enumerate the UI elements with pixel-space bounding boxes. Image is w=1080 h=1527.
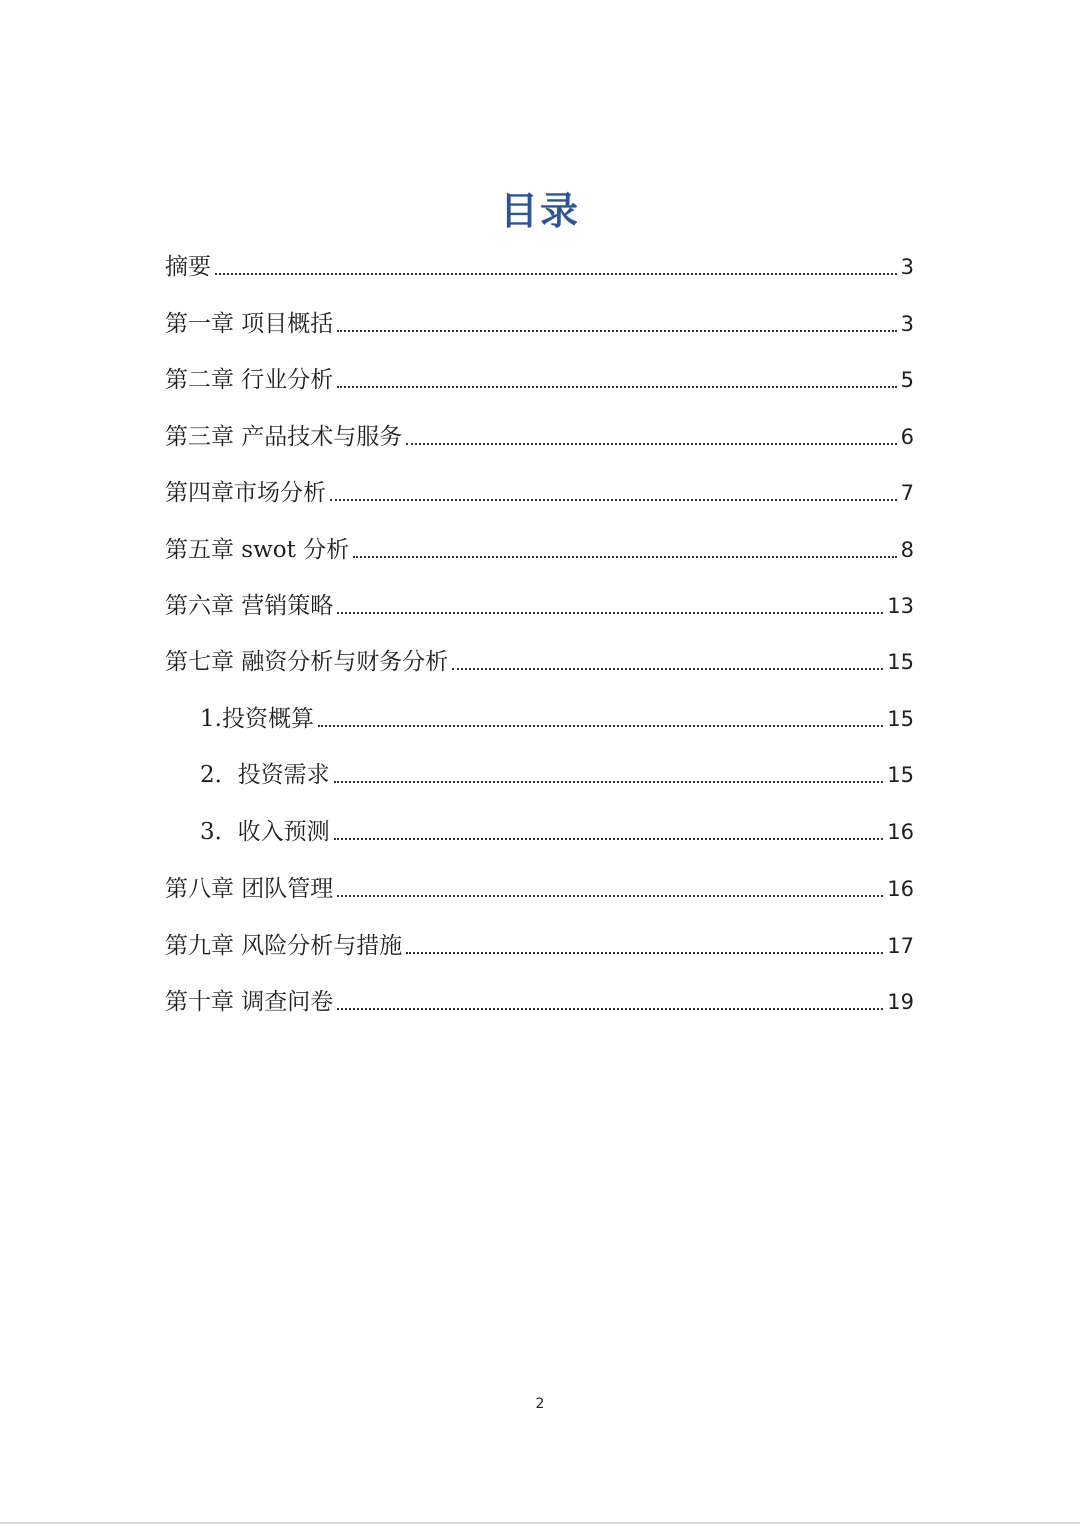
toc-entry-page: 6 xyxy=(900,425,914,449)
toc-entry-page: 3 xyxy=(900,255,914,279)
dot-leader xyxy=(330,499,897,501)
toc-entry-label: 第一章 项目概括 xyxy=(165,311,334,337)
dot-leader xyxy=(334,838,884,840)
dot-leader xyxy=(337,895,883,897)
toc-entry-label: 第七章 融资分析与财务分析 xyxy=(165,649,449,675)
toc-entry-page: 7 xyxy=(900,481,914,505)
dot-leader xyxy=(337,386,896,388)
toc-entry-chapter-3[interactable] xyxy=(165,418,914,452)
toc-entry-section-7-3[interactable] xyxy=(200,813,914,847)
toc-entry-page: 13 xyxy=(887,594,914,618)
page-title: 目录 xyxy=(499,189,580,233)
toc-entry-label: 2．投资需求 xyxy=(200,762,330,788)
toc-entry-chapter-10[interactable] xyxy=(165,983,914,1017)
dot-leader xyxy=(215,273,897,275)
toc-entry-chapter-7[interactable] xyxy=(165,643,914,677)
page-edge-divider xyxy=(0,1522,1080,1524)
toc-entry-page: 15 xyxy=(887,707,914,731)
toc-entry-page: 3 xyxy=(900,312,914,336)
dot-leader xyxy=(337,1008,883,1010)
dot-leader xyxy=(353,556,896,558)
toc-entry-chapter-5[interactable] xyxy=(165,531,914,565)
toc-entry-chapter-2[interactable] xyxy=(165,361,914,395)
page-number: 2 xyxy=(535,1396,545,1412)
toc-entry-page: 5 xyxy=(900,368,914,392)
toc-entry-label: 摘要 xyxy=(165,254,211,280)
toc-entry-page: 16 xyxy=(887,820,914,844)
dot-leader xyxy=(318,725,883,727)
dot-leader xyxy=(406,952,883,954)
toc-entry-label: 第八章 团队管理 xyxy=(165,876,334,902)
toc-entry-page: 17 xyxy=(887,934,914,958)
toc-entry-chapter-4[interactable] xyxy=(165,474,914,508)
toc-entry-page: 15 xyxy=(887,650,914,674)
toc-entry-label: 3．收入预测 xyxy=(200,819,330,845)
toc-entry-abstract[interactable] xyxy=(165,248,914,282)
dot-leader xyxy=(337,612,883,614)
toc-entry-label: 第九章 风险分析与措施 xyxy=(165,933,403,959)
toc-entry-label: 第二章 行业分析 xyxy=(165,367,334,393)
toc-entry-page: 16 xyxy=(887,877,914,901)
toc-entry-chapter-6[interactable] xyxy=(165,587,914,621)
toc-entry-chapter-9[interactable] xyxy=(165,927,914,961)
toc-entry-page: 19 xyxy=(887,990,914,1014)
toc-entry-page: 15 xyxy=(887,763,914,787)
toc-entry-section-7-2[interactable] xyxy=(200,756,914,790)
dot-leader xyxy=(452,668,883,670)
toc-entry-page: 8 xyxy=(900,538,914,562)
toc-entry-label: 第四章市场分析 xyxy=(165,480,326,506)
toc-entry-label: 1.投资概算 xyxy=(200,706,314,732)
toc-entry-chapter-8[interactable] xyxy=(165,870,914,904)
dot-leader xyxy=(406,443,896,445)
toc-entry-label: 第六章 营销策略 xyxy=(165,593,334,619)
toc-entry-chapter-1[interactable] xyxy=(165,305,914,339)
toc-entry-label: 第三章 产品技术与服务 xyxy=(165,424,403,450)
toc-entry-label: 第十章 调查问卷 xyxy=(165,989,334,1015)
toc-entry-label: 第五章 swot 分析 xyxy=(165,537,350,563)
dot-leader xyxy=(337,330,896,332)
dot-leader xyxy=(334,781,884,783)
toc-entry-section-7-1[interactable] xyxy=(200,700,914,734)
